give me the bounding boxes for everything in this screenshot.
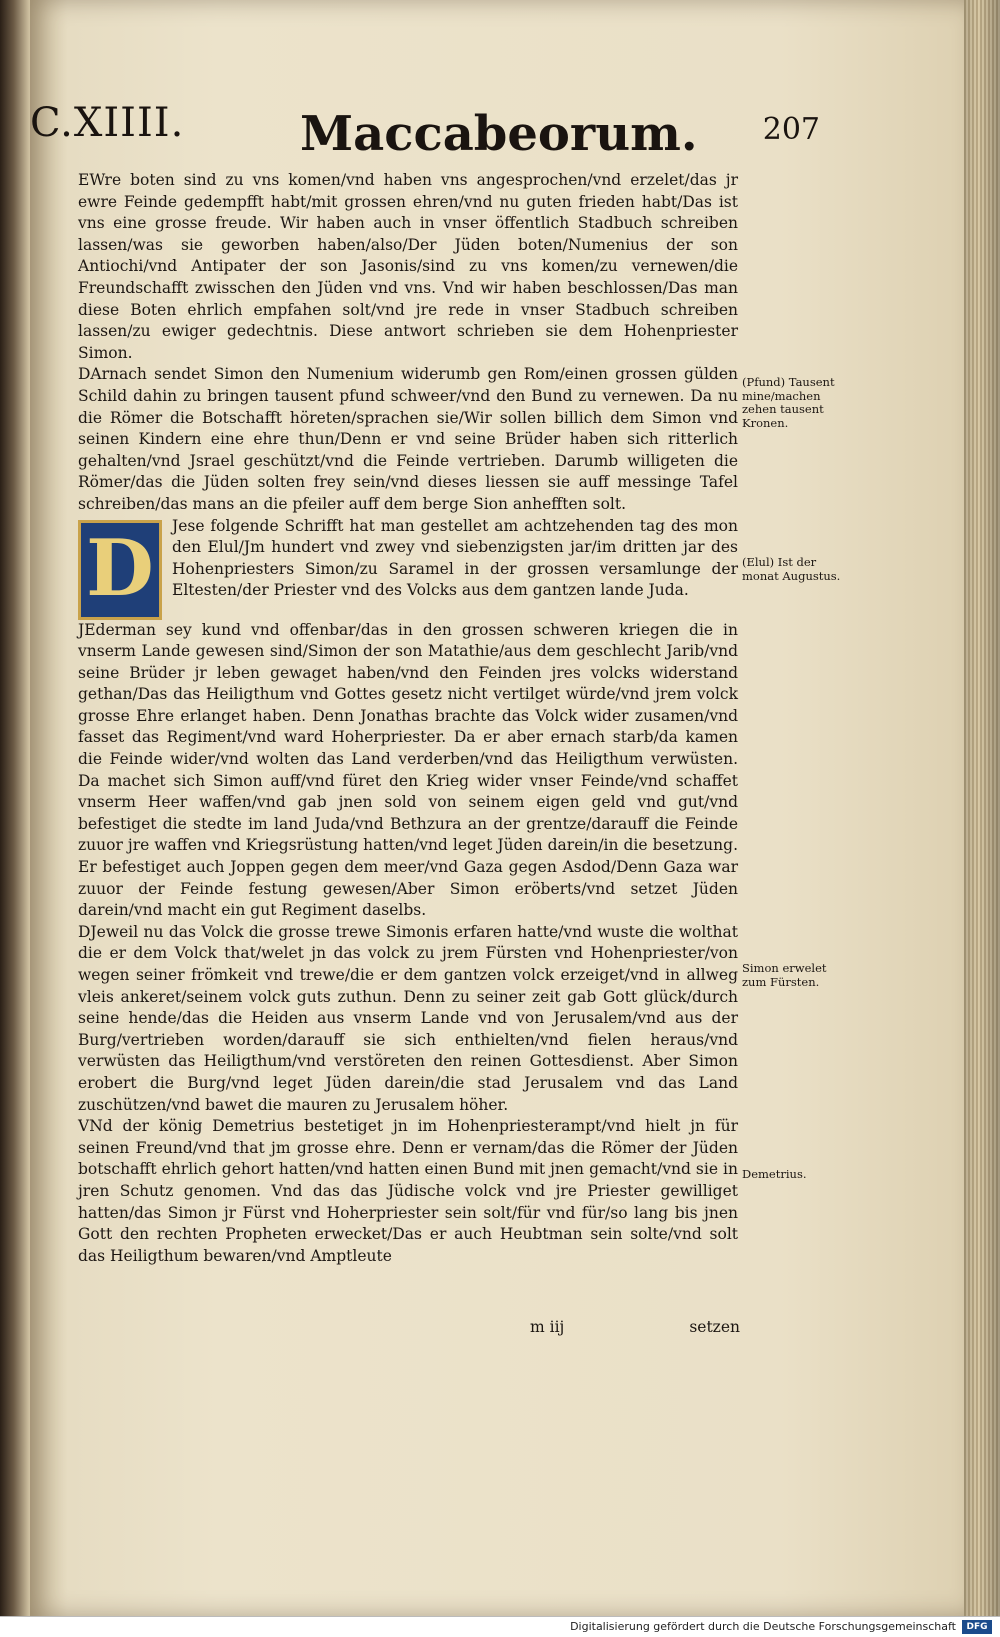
digitization-credit: Digitalisierung gefördert durch die Deutsche Forschungsgemeinschaft xyxy=(570,1620,956,1633)
facing-page-fragment xyxy=(2,520,28,640)
page-footer xyxy=(530,1318,740,1336)
chapter-heading: C.XIIII. xyxy=(30,100,185,146)
paragraph-4: JEderman sey kund vnd offenbar/das in den grossen schweren kriegen die in vnserm Lande gewesen sind/Simon der son Matathie/aus dem geschlecht Jarib/vnd seine Brüder jr leben gewaget haben/vnd den Feinden jres volcks widerstand gethan/Das das Heiligthum vnd Gottes gesetz nicht vertilget würde/vnd jrem volck grosse Ehre erlanget haben. Denn Jonathas brachte das Volck wider zusamen/vnd fasset das Regiment/vnd ward Hoherpriester. Da er aber ernach starb/da kamen die Feinde wider/vnd wolten das Land verderben/vnd das Heiligthum verwüsten. Da machet sich Simon auff/vnd füret den Krieg wider vnser Feinde/vnd schaffet vnserm Heer waffen/vnd gab jnen sold von seinem eigen geld vnd gut/vnd befestiget die stedte im land Juda/vnd Bethzura an der grentze/darauff die Feinde zuuor jre waffen vnd Kriegsrüstung hatten/vnd leget Jüden darein/in die besetzung. Er befestiget auch Joppen gegen dem meer/vnd Gaza gegen Asdod/Denn Gaza war zuuor der Feinde festung gewesen/Aber Simon eröberts/vnd setzet Jüden darein/vnd macht ein gut Regiment daselbs. xyxy=(78,620,738,920)
decorated-paragraph xyxy=(78,516,738,614)
running-title: Maccabeorum. xyxy=(300,106,698,162)
margin-note-elul: (Elul) Ist der monat Augustus. xyxy=(742,555,841,583)
margin-note-demetrius: Demetrius. xyxy=(742,1167,807,1181)
paragraph-3: Jese folgende Schrifft hat man gestellet am achtzehenden tag des mon den Elul/Jm hundert vnd zwey vnd siebenzigsten jar/im dritten jar des Hohenpriesters Simon/zu Saramel in der grossen versamlunge der Eltesten/der Priester vnd des Volcks aus dem gantzen lande Juda. xyxy=(172,516,738,600)
paragraph-5: DJeweil nu das Volck die grosse trewe Simonis erfaren hatte/vnd wuste die wolthat die er dem Volck that/welet jn das volck zu jrem Fürsten vnd Hohenpriester/von wegen seiner frömkeit vnd trewe/die er dem gantzen volck erzeiget/vnd in allweg vleis ankeret/seinem volck guts zuthun. Denn zu seiner zeit gab Gott glück/durch seine hende/das die Heiden aus vnserm Lande vnd von Jerusalem/vnd aus der Burg/vertrieben worden/darauff sie sich enthielten/vnd fielen heraus/vnd verwüsten das Heiligthum/vnd verstöreten den reinen Gottesdienst. Aber Simon erobert die Burg/vnd leget Jüden darein/die stad Jerusalem vnd das Land zuschützen/vnd bawet die mauren zu Jerusalem höher. xyxy=(78,922,738,1114)
illuminated-initial: D xyxy=(78,520,162,620)
margin-note-simon: Simon erwelet zum Fürsten. xyxy=(742,961,827,989)
facing-page-fragment xyxy=(2,180,28,300)
page-number: 207 xyxy=(762,112,820,147)
book-page xyxy=(30,0,968,1617)
paragraph-6: VNd der könig Demetrius bestetiget jn im Hohenpriesterampt/vnd hielt jn für seinen Freund/vnd that jm grosse ehre. Denn er vernam/das die Römer der Jüden botschafft ehrlich gehort hatten/vnd hatten einen Bund mit jnen gemacht/vnd sie in jren Schutz genomen. Vnd das das Jüdische volck vnd jre Priester gewilliget hatten/das Simon jr Fürst vnd Hoherpriester sein solt/für vnd für/so lang bis jnen Gott den rechten Propheten erwecket/Das er auch Heubtman sein solte/vnd solt das Heiligthum bewaren/vnd Amptleute xyxy=(78,1117,738,1265)
paragraph-1: EWre boten sind zu vns komen/vnd haben vns angesprochen/vnd erzelet/das jr ewre Feinde gedempfft habt/mit grossen ehren/vnd nu guten frieden habt/Das ist vns eine grosse freude. Wir haben auch in vnser öffentlich Stadbuch schreiben lassen/was sie geworben haben/also/Der Jüden boten/Numenius der son Antiochi/vnd Antipater der son Jasonis/sind zu vns komen/zu vernewen/die Freundschafft zwisschen den Jüden vnd vns. Vnd wir haben beschlossen/Das man diese Boten ehrlich empfahen solt/vnd jre rede in vnser Stadbuch schreiben lassen/zu ewiger gedechtnis. Diese antwort schrieben sie dem Hohenpriester Simon. xyxy=(78,171,738,362)
paragraph-2: DArnach sendet Simon den Numenium widerumb gen Rom/einen grossen gülden Schild dahin zu bringen tausent pfund schweer/vnd den Bund zu vernewen. Da nu die Römer die Botschafft höreten/sprachen sie/Wir sollen billich dem Simon vnd seinen Kindern eine ehre thun/Denn er vnd seine Brüder haben sich ritterlich gehalten/vnd Jsrael geschützt/vnd die Feinde vertrieben. Darumb willigeten die Römer/das die Jüden solten frey sein/vnd dieses liessen sie auff messinge Tafel schreiben/das mans an die pfeiler auff dem berge Sion anhefften solt. xyxy=(78,365,738,513)
margin-note-pfund: (Pfund) Tausent mine/machen zehen tausent Kronen. xyxy=(742,375,835,430)
signature-mark: m iij xyxy=(530,1318,565,1336)
dfg-logo: DFG xyxy=(962,1620,992,1634)
facing-page-fragment xyxy=(2,900,28,1020)
main-text xyxy=(78,170,738,1267)
page-block-edge xyxy=(964,0,1000,1617)
catchword: setzen xyxy=(689,1318,740,1336)
credit-bar xyxy=(0,1616,1000,1637)
facing-page-edge xyxy=(0,0,34,1637)
